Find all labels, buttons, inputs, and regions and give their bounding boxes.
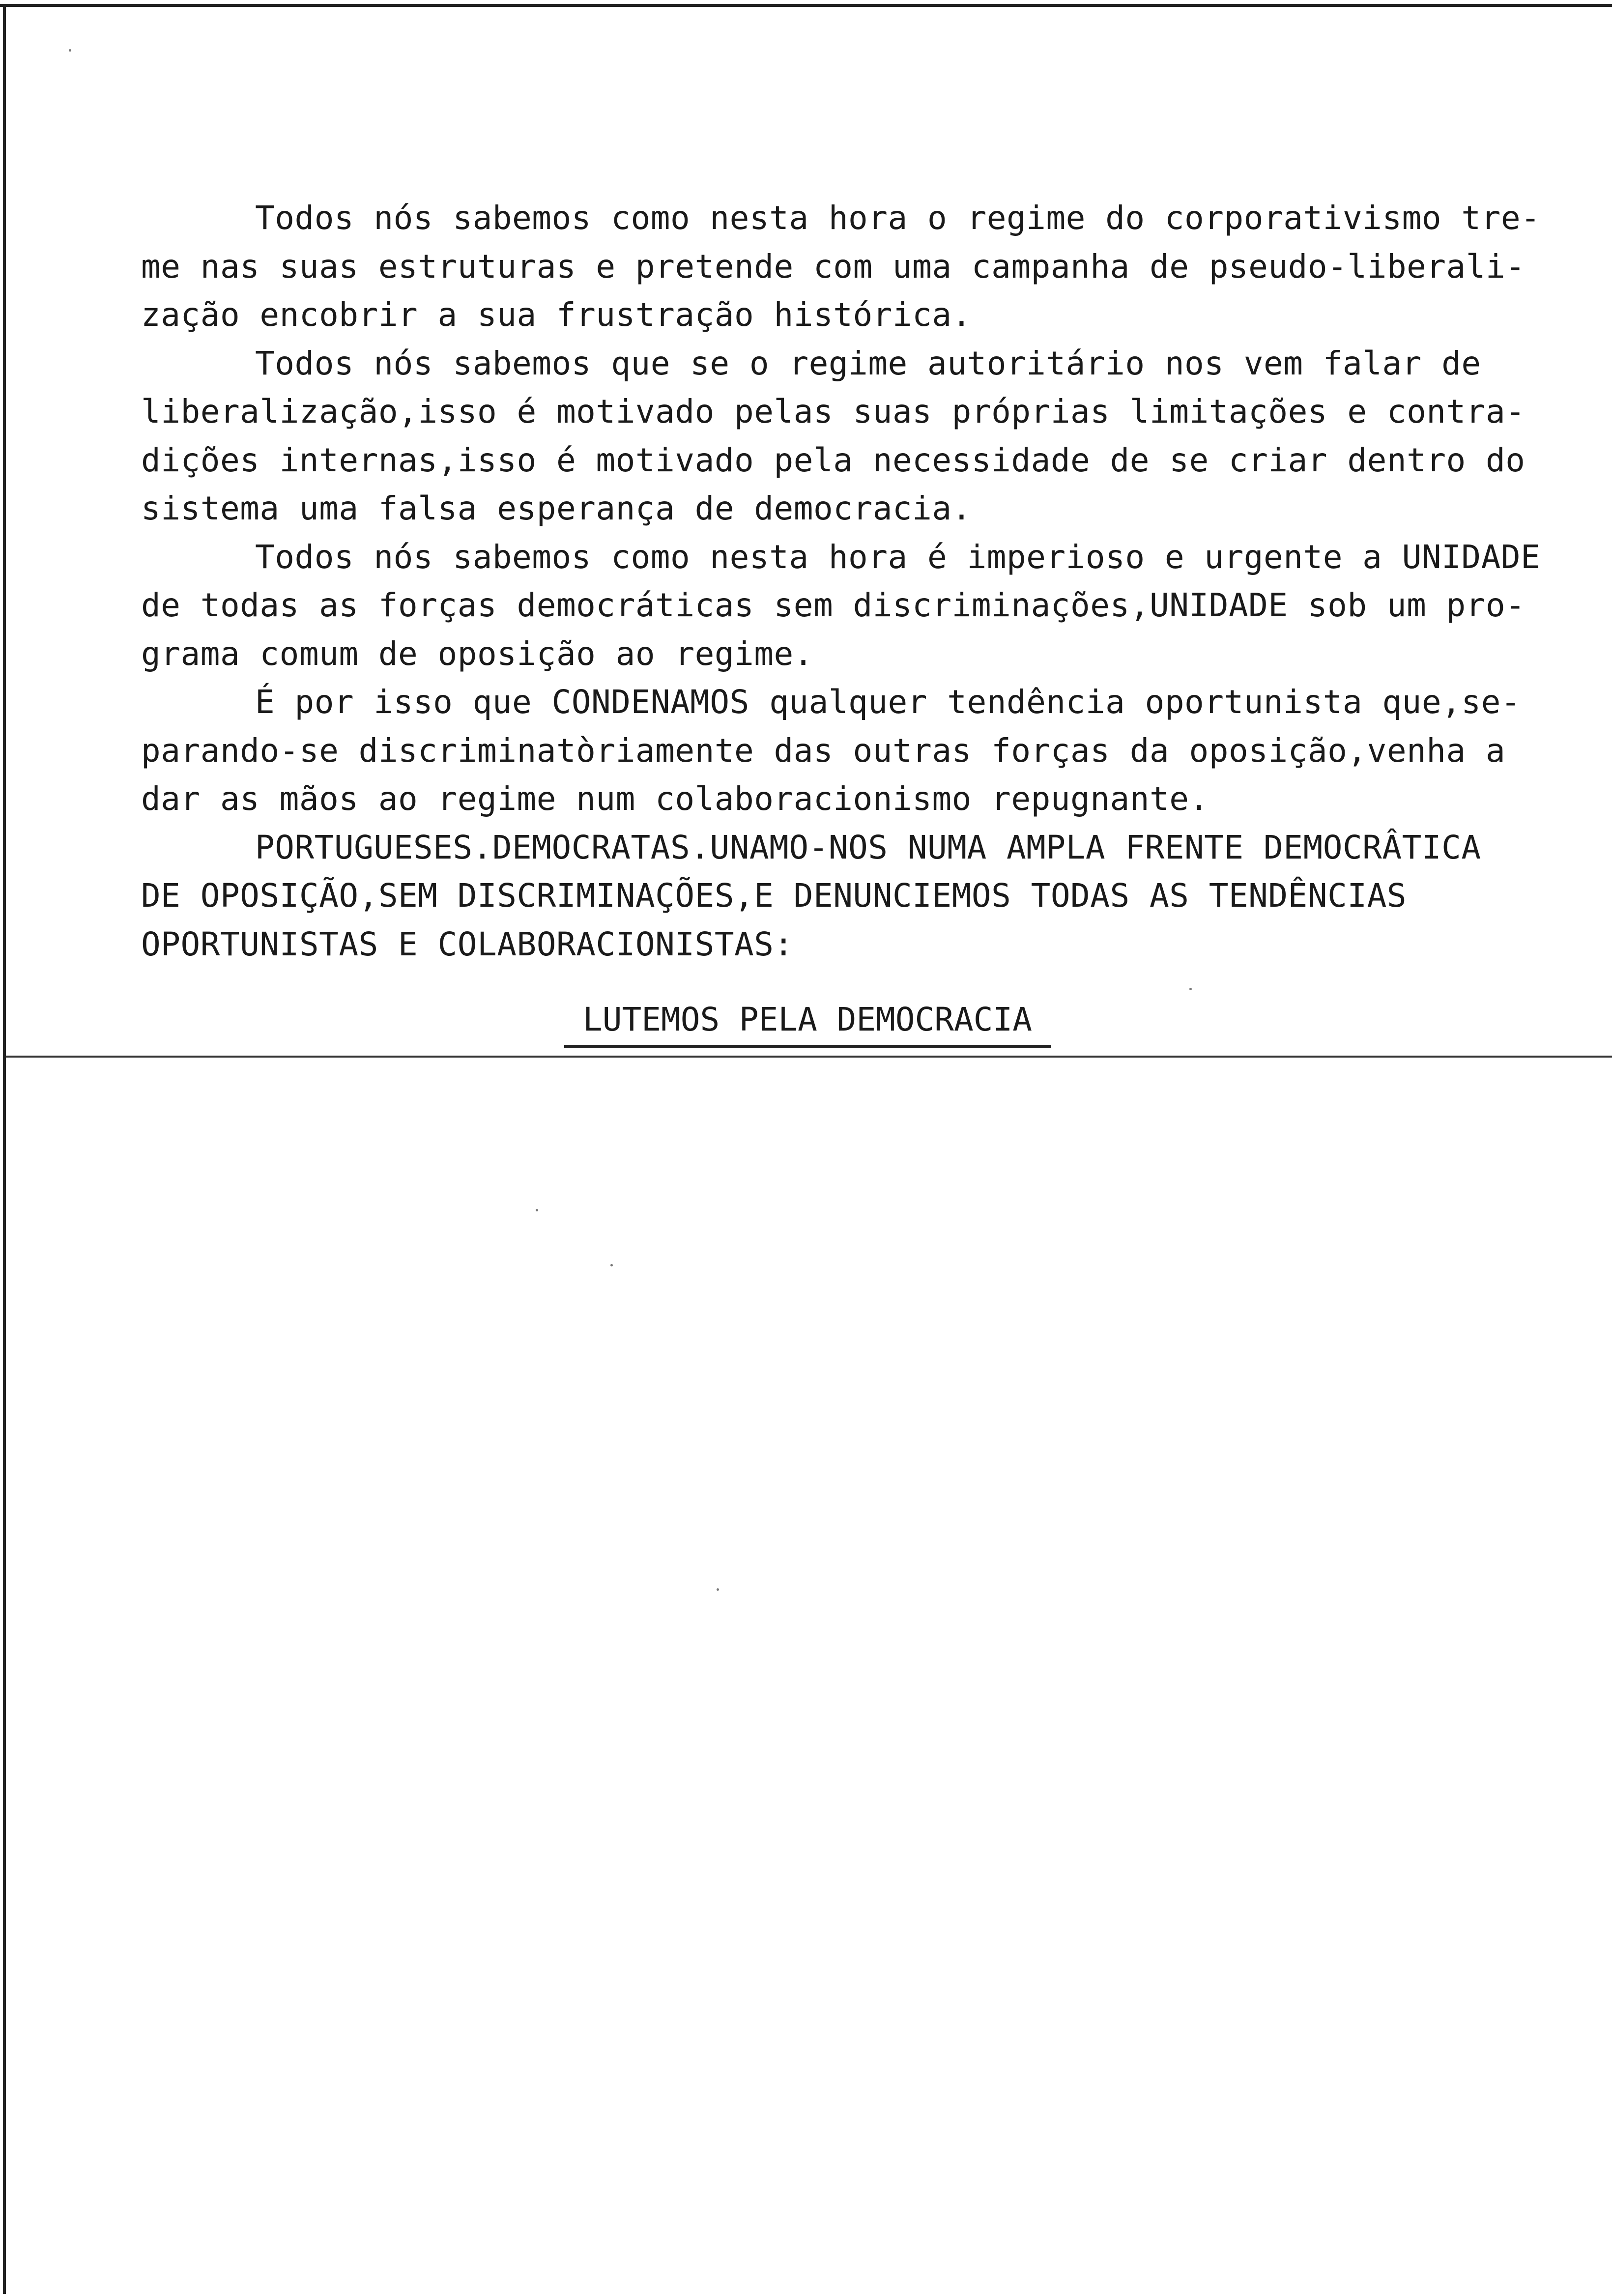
- paragraph-5-line-2: DE OPOSIÇÃO,SEM DISCRIMINAÇÕES,E DENUNCIEMOS TODAS AS TENDÊNCIAS: [141, 877, 1407, 915]
- paragraph-4-line-3: dar as mãos ao regime num colaboracionismo repugnante.: [141, 780, 1209, 818]
- closing-slogan: LUTEMOS PELA DEMOCRACIA: [564, 998, 1051, 1048]
- paragraph-2-line-2: liberalização,isso é motivado pelas suas próprias limitações e contra-: [141, 393, 1526, 430]
- paragraph-5-line-1: PORTUGUESES.DEMOCRATAS.UNAMO-NOS NUMA AMPLA FRENTE DEMOCRÂTICA: [255, 828, 1481, 866]
- paragraph-4-line-1: É por isso que CONDENAMOS qualquer tendência oportunista que,se-: [255, 683, 1521, 721]
- scan-speck: [536, 1209, 538, 1211]
- scan-speck: [610, 1264, 613, 1266]
- scan-speck: [69, 49, 71, 52]
- paragraph-1-line-3: zação encobrir a sua frustração histórica.: [141, 296, 972, 334]
- paragraph-4-line-2: parando-se discriminatòriamente das outras forças da oposição,venha a: [141, 731, 1506, 770]
- paragraph-3-line-2: de todas as forças democráticas sem discriminações,UNIDADE sob um pro-: [141, 586, 1526, 624]
- paragraph-2-line-4: sistema uma falsa esperança de democracia.: [141, 489, 972, 527]
- paragraph-3-line-3: grama comum de oposição ao regime.: [141, 634, 814, 673]
- scan-speck: [717, 1588, 719, 1591]
- paragraph-3-line-1: Todos nós sabemos como nesta hora é imperioso e urgente a UNIDADE: [255, 538, 1541, 576]
- scan-edge-top: [0, 4, 1612, 7]
- scan-speck: [1189, 988, 1192, 990]
- paragraph-2-line-3: dições internas,isso é motivado pela necessidade de se criar dentro do: [141, 441, 1526, 479]
- paragraph-5-line-3: OPORTUNISTAS E COLABORACIONISTAS:: [141, 925, 794, 963]
- scan-fold-line: [6, 1056, 1612, 1058]
- paragraph-1-line-1: Todos nós sabemos como nesta hora o regime do corporativismo tre-: [255, 199, 1541, 237]
- paragraph-2-line-1: Todos nós sabemos que se o regime autoritário nos vem falar de: [255, 344, 1481, 382]
- scan-edge-left: [3, 4, 6, 2294]
- body-text: [141, 194, 1541, 969]
- paragraph-1-line-2: me nas suas estruturas e pretende com uma campanha de pseudo-liberali-: [141, 247, 1526, 286]
